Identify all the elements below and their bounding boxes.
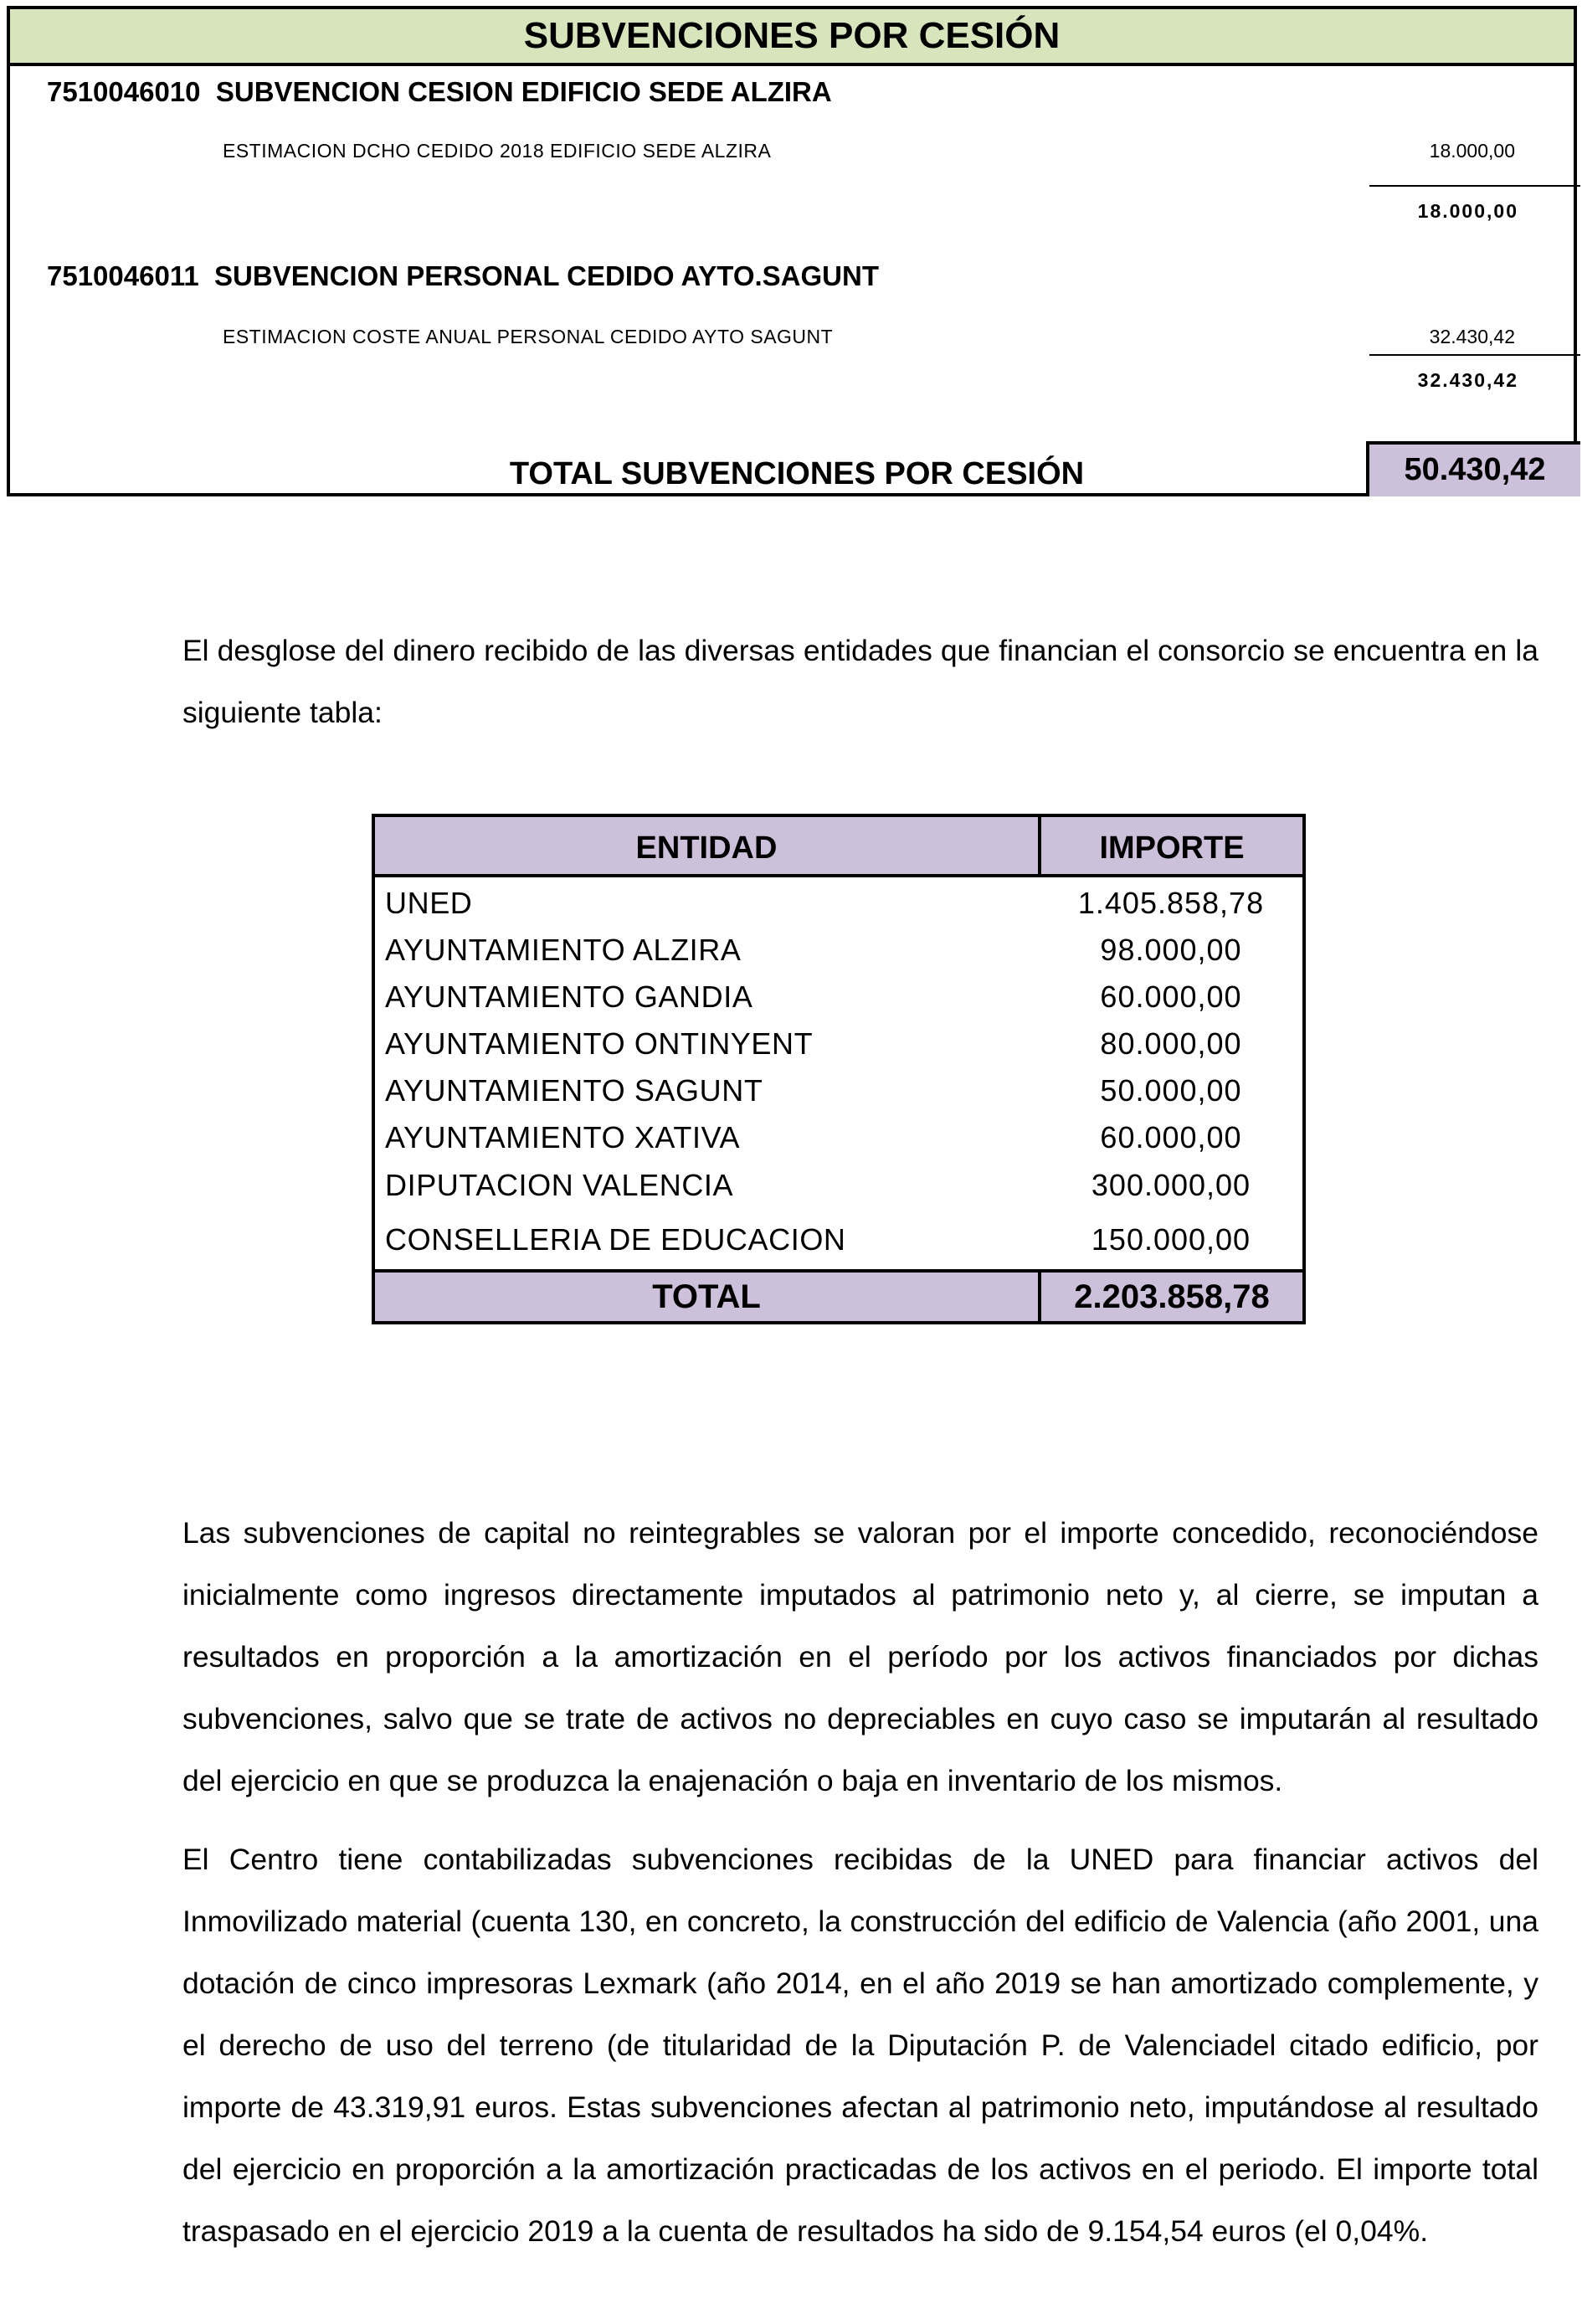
cession-total-value: 50.430,42 bbox=[1366, 441, 1580, 496]
table-row-amount: 50.000,00 bbox=[1100, 1073, 1242, 1108]
table-row-amount: 98.000,00 bbox=[1100, 933, 1242, 967]
paragraph-centro-grants: El Centro tiene contabilizadas subvenciones recibidas de la UNED para financiar activos del Inmovilizado material (cuenta 130, en concreto, la construcción del edificio de Valencia (año 2001, una dotación de cinco impresoras Lexmark (año 2014, en el año 2019 se han amortizado complemente, y el derecho de uso del terreno (de titularidad de la Diputación P. de Valenciadel citado edificio, por importe de 43.319,91 euros. Estas subvenciones afectan al patrimonio neto, imputándose al resultado del ejercicio en proporción a la amortización practicadas de los activos en el periodo. El importe total traspasado en el ejercicio 2019 a la cuenta de resultados ha sido de 9.154,54 euros (el 0,04%. bbox=[182, 1843, 1538, 2248]
cession-title: SUBVENCIONES POR CESIÓN bbox=[10, 9, 1574, 66]
table-row-entity: AYUNTAMIENTO ONTINYENT bbox=[385, 1026, 814, 1061]
table-row-amount: 60.000,00 bbox=[1100, 979, 1242, 1014]
table-row-entity: AYUNTAMIENTO SAGUNT bbox=[385, 1073, 763, 1108]
table-row-amount: 150.000,00 bbox=[1091, 1222, 1251, 1257]
table-row-amount: 1.405.858,78 bbox=[1077, 886, 1265, 920]
table-total-value: 2.203.858,78 bbox=[1041, 1269, 1302, 1321]
header-importe: IMPORTE bbox=[1041, 817, 1302, 877]
account-heading-sagunt: 7510046011 SUBVENCION PERSONAL CEDIDO AYTO.SAGUNT bbox=[47, 260, 879, 291]
header-entidad: ENTIDAD bbox=[375, 817, 1041, 877]
table-row-entity: UNED bbox=[385, 886, 473, 920]
cession-summary-box bbox=[7, 6, 1577, 496]
table-row-amount: 300.000,00 bbox=[1091, 1168, 1251, 1202]
table-row-entity: AYUNTAMIENTO XATIVA bbox=[385, 1120, 741, 1154]
account-amount-alzira: 18.000,00 bbox=[1429, 140, 1515, 162]
account-amount-sagunt: 32.430,42 bbox=[1429, 326, 1515, 347]
table-total-label: TOTAL bbox=[375, 1269, 1041, 1321]
table-row-entity: AYUNTAMIENTO GANDIA bbox=[385, 979, 753, 1014]
account-subtotal-sagunt: 32.430,42 bbox=[1417, 369, 1518, 391]
table-row-entity: AYUNTAMIENTO ALZIRA bbox=[385, 933, 742, 967]
table-row-amount: 80.000,00 bbox=[1100, 1026, 1242, 1061]
cession-total-label: TOTAL SUBVENCIONES POR CESIÓN bbox=[509, 456, 1085, 491]
account-subtotal-alzira: 18.000,00 bbox=[1417, 200, 1518, 222]
table-row-entity: DIPUTACION VALENCIA bbox=[385, 1168, 734, 1202]
paragraph-capital-grants: Las subvenciones de capital no reintegrables se valoran por el importe concedido, reconociéndose inicialmente como ingresos directamente imputados al patrimonio neto y, al cierre, se imputan a resultados en proporción a la amortización en el período por los activos financiados por dichas subvenciones, salvo que se trate de activos no depreciables en cuyo caso se imputarán al resultado del ejercicio en que se produzca la enajenación o baja en inventario de los mismos. bbox=[182, 1516, 1538, 1797]
table-row-amount: 60.000,00 bbox=[1100, 1120, 1242, 1154]
intro-paragraph: El desglose del dinero recibido de las diversas entidades que financian el consorcio se encuentra en la siguiente tabla: bbox=[182, 634, 1538, 729]
subtotal-rule bbox=[1369, 354, 1580, 356]
account-heading-alzira: 7510046010 SUBVENCION CESION EDIFICIO SEDE ALZIRA bbox=[47, 76, 832, 107]
subtotal-rule bbox=[1369, 185, 1580, 187]
table-row-entity: CONSELLERIA DE EDUCACION bbox=[385, 1222, 846, 1257]
account-item-sagunt: ESTIMACION COSTE ANUAL PERSONAL CEDIDO AYTO SAGUNT bbox=[223, 326, 834, 347]
entity-funding-table bbox=[372, 814, 1306, 1324]
account-item-alzira: ESTIMACION DCHO CEDIDO 2018 EDIFICIO SEDE ALZIRA bbox=[223, 140, 772, 162]
